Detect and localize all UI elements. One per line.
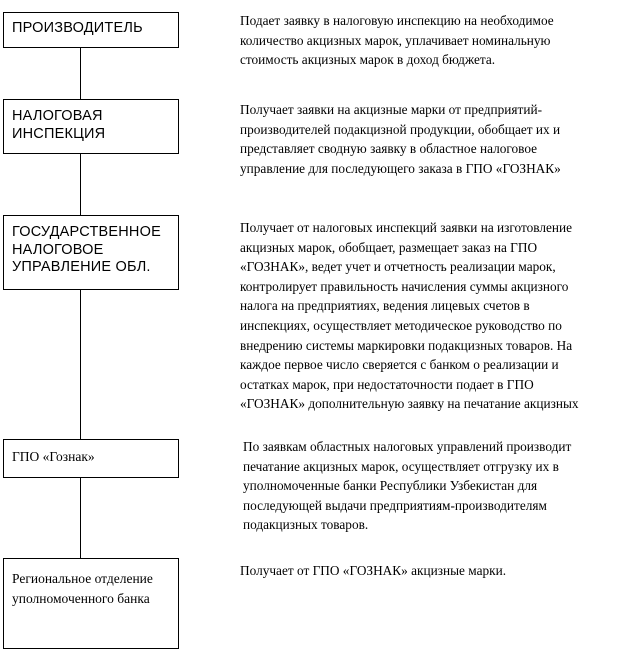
connector-3-4 <box>80 289 81 439</box>
node-tax-inspection-description: Получает заявки на акцизные марки от предприятий- производителей подакцизной продукции, обобщает их и представляет сводную заявку в областное налоговое управление для последующего заказа в ГПО «ГОЗНАК» <box>240 102 561 176</box>
node-producer-box <box>3 12 179 48</box>
node-tax-inspection-label-line-2: ИНСПЕКЦИЯ <box>12 125 106 142</box>
node-tax-inspection-label-line-1: НАЛОГОВАЯ <box>12 108 103 124</box>
node-tax-inspection-box <box>3 99 179 154</box>
node-state-tax-office-label-line-1: ГОСУДАРСТВЕННОЕ <box>12 224 161 240</box>
node-regional-bank-label-line-1: Региональное отделение <box>12 571 153 586</box>
node-state-tax-office-label-line-2: НАЛОГОВОЕ <box>12 241 104 258</box>
node-goznak-description: По заявкам областных налоговых управлений производит печатание акцизных марок, осуществляет отгрузку их в уполномоченные банки Республики Узбекистан для последующей выдачи предприятиям-производителям подакцизных товаров. <box>243 439 572 533</box>
connector-1-2 <box>80 47 81 99</box>
connector-4-5 <box>80 477 81 558</box>
node-state-tax-office-label-line-3: УПРАВЛЕНИЕ ОБЛ. <box>12 259 151 276</box>
node-regional-bank-box <box>3 558 179 649</box>
node-goznak-box <box>3 439 179 478</box>
node-regional-bank-description: Получает от ГПО «ГОЗНАК» акцизные марки. <box>240 563 507 578</box>
node-producer-label: ПРОИЗВОДИТЕЛЬ <box>12 20 143 36</box>
node-state-tax-office-box <box>3 215 179 290</box>
node-producer-description: Подает заявку в налоговую инспекцию на необходимое количество акцизных марок, уплачивает номинальную стоимость акцизных марок в доход бюджета. <box>240 13 554 68</box>
node-state-tax-office-description: Получает от налоговых инспекций заявки на изготовление акцизных марок, обобщает, размещает заказ на ГПО «ГОЗНАК», ведет учет и отчетность реализации марок, контролирует правильность начисления суммы акцизного налога на предприятиях, ведения лицевых счетов в инспекциях, осуществляет методическое руководство по внедрению системы маркировки подакцизных товаров. На каждое первое число сверяется с банком о реализации и остатках марок, при недостаточности подает в ГПО «ГОЗНАК» дополнительную заявку на печатание акцизных <box>240 220 579 412</box>
node-goznak-label: ГПО «Гознак» <box>12 449 95 464</box>
node-regional-bank-label-line-2: уполномоченного банка <box>12 591 150 606</box>
connector-2-3 <box>80 153 81 215</box>
